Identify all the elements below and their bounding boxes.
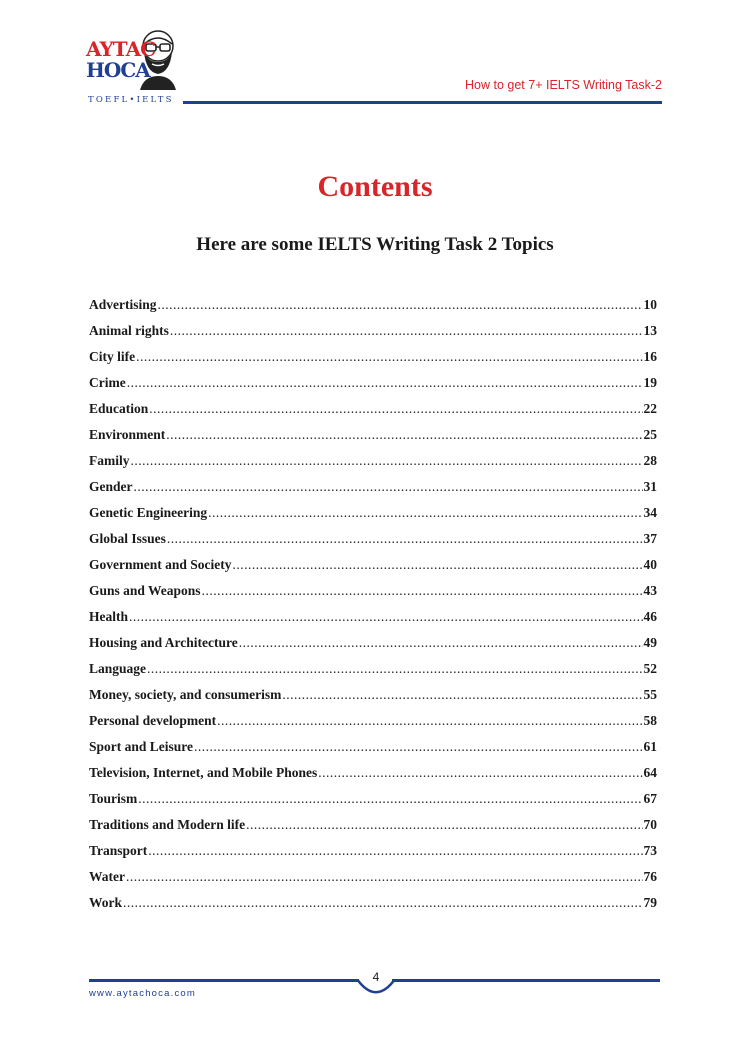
toc-leader-dots <box>208 505 642 521</box>
toc-leader-dots <box>131 453 643 469</box>
toc-entry[interactable] <box>89 505 657 531</box>
toc-entry[interactable] <box>89 765 657 791</box>
toc-leader-dots <box>246 817 642 833</box>
toc-entry[interactable] <box>89 375 657 401</box>
footer-divider-left <box>89 979 359 982</box>
toc-entry[interactable] <box>89 739 657 765</box>
toc-entry[interactable] <box>89 895 657 921</box>
toc-leader-dots <box>318 765 642 781</box>
toc-leader-dots <box>233 557 643 573</box>
toc-entry[interactable] <box>89 687 657 713</box>
logo-subtitle: TOEFL•IELTS <box>88 95 174 105</box>
toc-entry[interactable] <box>89 479 657 505</box>
toc-entry-title: Family <box>89 453 130 468</box>
toc-entry[interactable] <box>89 323 657 349</box>
toc-entry[interactable] <box>89 817 657 843</box>
logo-word-top: AYTAC <box>86 37 156 61</box>
header-divider <box>183 101 662 104</box>
toc-entry-title: Genetic Engineering <box>89 505 208 520</box>
toc-leader-dots <box>136 349 642 365</box>
toc-entry-title: Water <box>89 869 125 884</box>
toc-leader-dots <box>127 375 643 391</box>
toc-entry-page: 79 <box>643 895 657 910</box>
page-title: Contents <box>317 170 433 203</box>
toc-leader-dots <box>158 297 643 313</box>
toc-entry-page: 34 <box>643 505 657 520</box>
toc-leader-dots <box>148 843 642 859</box>
brand-logo <box>84 26 184 110</box>
toc-entry-page: 46 <box>643 609 657 624</box>
toc-entry-page: 43 <box>643 583 657 598</box>
toc-leader-dots <box>129 609 643 625</box>
toc-entry-title: Tourism <box>89 791 138 806</box>
toc-entry-title: Work <box>89 895 123 910</box>
logo-word-bottom: HOCA <box>86 58 150 82</box>
footer-website-link[interactable]: www.aytachoca.com <box>89 988 196 999</box>
toc-entry[interactable] <box>89 843 657 869</box>
toc-entry-title: Sport and Leisure <box>89 739 194 754</box>
toc-entry[interactable] <box>89 427 657 453</box>
toc-leader-dots <box>239 635 643 651</box>
toc-entry-title: Health <box>89 609 128 624</box>
toc-entry-title: Crime <box>89 375 126 390</box>
toc-entry-page: 31 <box>643 479 657 494</box>
toc-entry-page: 28 <box>643 453 657 468</box>
toc-entry[interactable] <box>89 713 657 739</box>
toc-entry-page: 70 <box>643 817 657 832</box>
toc-entry[interactable] <box>89 869 657 895</box>
toc-entry[interactable] <box>89 791 657 817</box>
page-subtitle: Here are some IELTS Writing Task 2 Topics <box>196 234 554 255</box>
toc-entry-page: 73 <box>643 843 657 858</box>
toc-entry-title: Guns and Weapons <box>89 583 201 598</box>
toc-leader-dots <box>194 739 642 755</box>
toc-entry-title: Government and Society <box>89 557 232 572</box>
toc-entry-page: 37 <box>643 531 657 546</box>
toc-entry-page: 22 <box>643 401 657 416</box>
toc-leader-dots <box>134 479 643 495</box>
toc-entry-title: City life <box>89 349 136 364</box>
toc-entry-page: 64 <box>643 765 657 780</box>
toc-entry-page: 19 <box>643 375 657 390</box>
toc-entry-title: Animal rights <box>89 323 169 338</box>
toc-entry[interactable] <box>89 557 657 583</box>
toc-leader-dots <box>170 323 643 339</box>
toc-entry-page: 55 <box>643 687 657 702</box>
toc-entry-title: Global Issues <box>89 531 166 546</box>
toc-entry-title: Language <box>89 661 147 676</box>
toc-entry[interactable] <box>89 609 657 635</box>
toc-leader-dots <box>123 895 642 911</box>
toc-entry[interactable] <box>89 583 657 609</box>
toc-entry-title: Environment <box>89 427 166 442</box>
toc-entry[interactable] <box>89 531 657 557</box>
toc-entry-title: Housing and Architecture <box>89 635 238 650</box>
toc-leader-dots <box>126 869 643 885</box>
table-of-contents <box>89 297 657 921</box>
toc-entry-page: 58 <box>643 713 657 728</box>
toc-leader-dots <box>138 791 642 807</box>
toc-entry-page: 13 <box>643 323 657 338</box>
toc-leader-dots <box>202 583 643 599</box>
toc-entry[interactable] <box>89 635 657 661</box>
toc-entry-title: Transport <box>89 843 148 858</box>
toc-leader-dots <box>217 713 642 729</box>
toc-leader-dots <box>149 401 642 417</box>
toc-entry-page: 49 <box>643 635 657 650</box>
toc-entry-page: 76 <box>643 869 657 884</box>
toc-entry-title: Gender <box>89 479 133 494</box>
toc-leader-dots <box>147 661 642 677</box>
toc-entry[interactable] <box>89 453 657 479</box>
toc-entry-page: 25 <box>643 427 657 442</box>
footer-divider-right <box>392 979 660 982</box>
toc-entry-page: 16 <box>643 349 657 364</box>
toc-entry-title: Television, Internet, and Mobile Phones <box>89 765 318 780</box>
toc-entry-page: 61 <box>643 739 657 754</box>
toc-entry-title: Advertising <box>89 297 157 312</box>
toc-leader-dots <box>166 427 642 443</box>
header-title: How to get 7+ IELTS Writing Task-2 <box>465 78 662 92</box>
toc-entry[interactable] <box>89 661 657 687</box>
toc-leader-dots <box>167 531 643 547</box>
toc-entry[interactable] <box>89 401 657 427</box>
toc-leader-dots <box>282 687 642 703</box>
toc-entry[interactable] <box>89 349 657 375</box>
toc-entry-page: 52 <box>643 661 657 676</box>
toc-entry-page: 40 <box>643 557 657 572</box>
toc-entry-title: Money, society, and consumerism <box>89 687 282 702</box>
toc-entry-page: 67 <box>643 791 657 806</box>
toc-entry-title: Personal development <box>89 713 217 728</box>
toc-entry-page: 10 <box>643 297 657 312</box>
toc-entry[interactable] <box>89 297 657 323</box>
toc-entry-title: Traditions and Modern life <box>89 817 246 832</box>
page-number: 4 <box>372 970 380 984</box>
toc-entry-title: Education <box>89 401 149 416</box>
